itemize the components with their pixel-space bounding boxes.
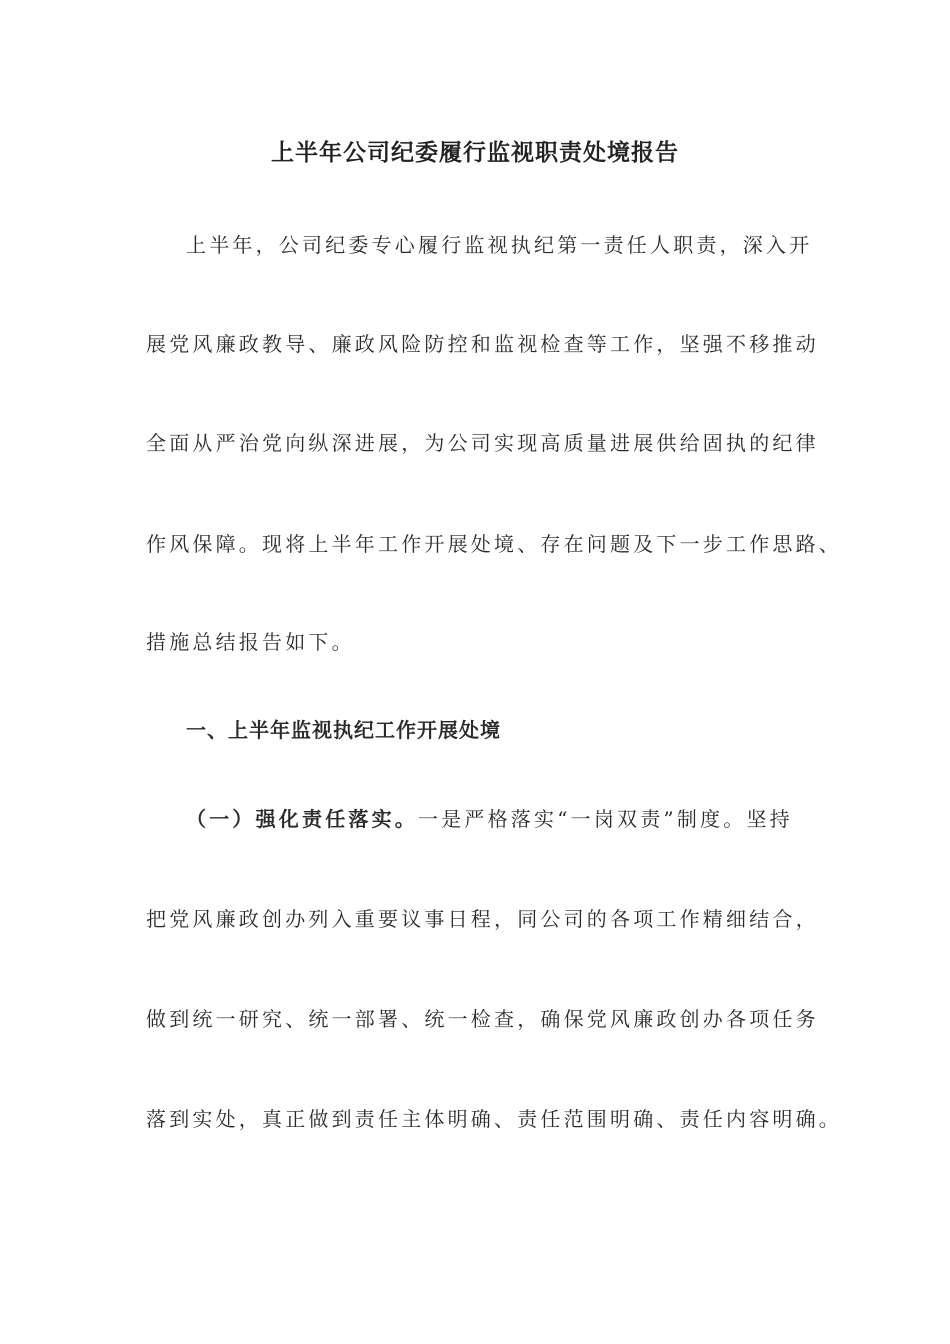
intro-paragraph-line: 上半年，公司纪委专心履行监视执纪第一责任人职责，深入开 <box>186 233 813 257</box>
subsection-paragraph-line: 做到统一研究、统一部署、统一检查，确保党风廉政创办各项任务 <box>146 1007 819 1031</box>
subsection-paragraph-line <box>186 805 793 833</box>
intro-paragraph-line: 措施总结报告如下。 <box>146 630 355 654</box>
document-title: 上半年公司纪委履行监视职责处境报告 <box>271 139 679 166</box>
subsection-label: （一）强化责任落实。 <box>186 807 418 831</box>
subsection-text: 一是严格落实“一岗双责”制度。坚持 <box>418 807 793 831</box>
intro-paragraph-line: 展党风廉政教导、廉政风险防控和监视检查等工作，坚强不移推动 <box>146 332 819 356</box>
section-heading: 一、上半年监视执纪工作开展处境 <box>186 718 501 742</box>
intro-paragraph-line: 作风保障。现将上半年工作开展处境、存在问题及下一步工作思路、 <box>146 532 842 556</box>
subsection-paragraph-line: 落到实处，真正做到责任主体明确、责任范围明确、责任内容明确。 <box>146 1107 842 1131</box>
subsection-paragraph-line: 把党风廉政创办列入重要议事日程，同公司的各项工作精细结合， <box>146 907 819 931</box>
intro-paragraph-line: 全面从严治党向纵深进展，为公司实现高质量进展供给固执的纪律 <box>146 431 819 455</box>
